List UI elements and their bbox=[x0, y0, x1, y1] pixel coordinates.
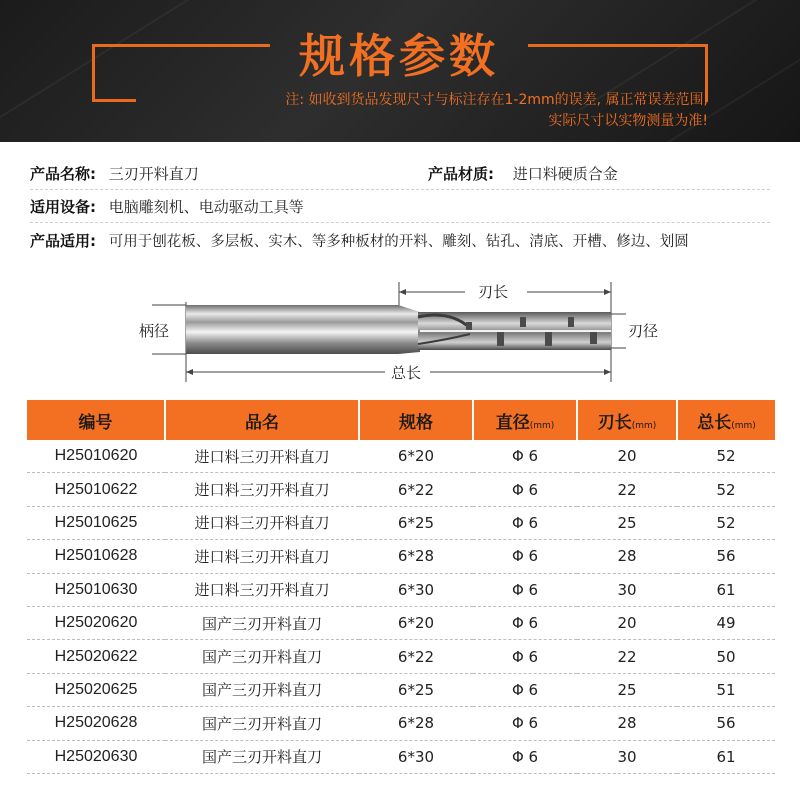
header-blade-length: 刃长(mm) bbox=[577, 400, 677, 440]
frame-line bbox=[528, 44, 708, 47]
cell-product-name: 国产三刃开料直刀 bbox=[165, 707, 359, 740]
table-row bbox=[27, 540, 775, 573]
cell-product-name: 进口料三刃开料直刀 bbox=[165, 506, 359, 539]
cell-diameter: Φ 6 bbox=[473, 640, 577, 673]
table-header-row bbox=[27, 400, 775, 440]
cell-code: H25010625 bbox=[27, 506, 165, 539]
cell-total-length: 61 bbox=[677, 573, 775, 606]
cell-total-length: 52 bbox=[677, 440, 775, 473]
cell-blade-length: 22 bbox=[577, 473, 677, 506]
divider bbox=[30, 222, 770, 223]
cell-product-name: 国产三刃开料直刀 bbox=[165, 640, 359, 673]
cell-diameter: Φ 6 bbox=[473, 707, 577, 740]
cell-diameter: Φ 6 bbox=[473, 740, 577, 773]
cell-product-name: 进口料三刃开料直刀 bbox=[165, 473, 359, 506]
product-name-value: 三刃开料直刀 bbox=[108, 165, 199, 183]
cell-spec: 6*30 bbox=[359, 573, 473, 606]
frame-line bbox=[92, 44, 95, 102]
info-device bbox=[30, 196, 304, 217]
total-length-label: 总长 bbox=[391, 364, 422, 382]
cell-diameter: Φ 6 bbox=[473, 673, 577, 706]
cell-code: H25020625 bbox=[27, 673, 165, 706]
cell-product-name: 进口料三刃开料直刀 bbox=[165, 540, 359, 573]
cell-spec: 6*25 bbox=[359, 506, 473, 539]
divider bbox=[30, 189, 770, 190]
table-row bbox=[27, 440, 775, 473]
cell-spec: 6*25 bbox=[359, 673, 473, 706]
material-value: 进口料硬质合金 bbox=[512, 165, 618, 183]
cell-code: H25020622 bbox=[27, 640, 165, 673]
cell-blade-length: 25 bbox=[577, 673, 677, 706]
usage-value: 可用于刨花板、多层板、实木、等多种板材的开料、雕刻、钻孔、清底、开槽、修边、划圆 bbox=[108, 234, 689, 250]
usage-label: 产品适用: bbox=[30, 232, 96, 250]
cell-total-length: 56 bbox=[677, 540, 775, 573]
table-row bbox=[27, 473, 775, 506]
info-product-name bbox=[30, 163, 199, 184]
shank-diameter-label: 柄径 bbox=[139, 322, 170, 340]
cell-spec: 6*28 bbox=[359, 540, 473, 573]
header-product-name: 品名 bbox=[165, 400, 359, 440]
cell-spec: 6*22 bbox=[359, 640, 473, 673]
cell-product-name: 进口料三刃开料直刀 bbox=[165, 440, 359, 473]
cell-blade-length: 28 bbox=[577, 707, 677, 740]
cell-total-length: 52 bbox=[677, 473, 775, 506]
table-row bbox=[27, 506, 775, 539]
cell-blade-length: 30 bbox=[577, 740, 677, 773]
device-value: 电脑雕刻机、电动驱动工具等 bbox=[108, 198, 304, 216]
note-line-2: 实际尺寸以实物测量为准! bbox=[548, 113, 708, 129]
cell-total-length: 51 bbox=[677, 673, 775, 706]
cell-code: H25010628 bbox=[27, 540, 165, 573]
cell-total-length: 61 bbox=[677, 740, 775, 773]
cell-code: H25020620 bbox=[27, 606, 165, 639]
cell-code: H25010630 bbox=[27, 573, 165, 606]
cell-total-length: 56 bbox=[677, 707, 775, 740]
frame-line bbox=[92, 44, 270, 47]
cell-blade-length: 28 bbox=[577, 540, 677, 573]
cell-blade-length: 20 bbox=[577, 606, 677, 639]
cell-diameter: Φ 6 bbox=[473, 573, 577, 606]
header-diameter: 直径(mm) bbox=[473, 400, 577, 440]
material-label: 产品材质: bbox=[428, 165, 494, 183]
cell-product-name: 国产三刃开料直刀 bbox=[165, 740, 359, 773]
cell-product-name: 国产三刃开料直刀 bbox=[165, 606, 359, 639]
blade-diameter-label: 刃径 bbox=[628, 322, 659, 340]
table-row bbox=[27, 740, 775, 773]
cell-code: H25010620 bbox=[27, 440, 165, 473]
table-row bbox=[27, 606, 775, 639]
cell-diameter: Φ 6 bbox=[473, 506, 577, 539]
cell-blade-length: 30 bbox=[577, 573, 677, 606]
cell-total-length: 49 bbox=[677, 606, 775, 639]
cell-blade-length: 25 bbox=[577, 506, 677, 539]
cell-spec: 6*30 bbox=[359, 740, 473, 773]
spec-table bbox=[27, 400, 775, 774]
header-banner bbox=[0, 0, 800, 142]
page-title: 规格参数 bbox=[299, 29, 499, 83]
note-line-1: 注: 如收到货品发现尺寸与标注存在1-2mm的误差, 属正常误差范围, bbox=[285, 92, 708, 108]
cell-diameter: Φ 6 bbox=[473, 440, 577, 473]
cell-diameter: Φ 6 bbox=[473, 473, 577, 506]
device-label: 适用设备: bbox=[30, 198, 96, 216]
cell-total-length: 50 bbox=[677, 640, 775, 673]
table-row bbox=[27, 673, 775, 706]
cell-product-name: 国产三刃开料直刀 bbox=[165, 673, 359, 706]
bit-diagram bbox=[0, 262, 800, 392]
cell-code: H25020628 bbox=[27, 707, 165, 740]
blade-length-label: 刃长 bbox=[478, 283, 509, 301]
cell-spec: 6*22 bbox=[359, 473, 473, 506]
cell-spec: 6*20 bbox=[359, 606, 473, 639]
cell-diameter: Φ 6 bbox=[473, 606, 577, 639]
header-code: 编号 bbox=[27, 400, 165, 440]
frame-line bbox=[92, 99, 136, 102]
info-usage bbox=[30, 230, 689, 251]
cell-spec: 6*28 bbox=[359, 707, 473, 740]
size-tolerance-note bbox=[285, 90, 708, 132]
header-total-length: 总长(mm) bbox=[677, 400, 775, 440]
header-spec: 规格 bbox=[359, 400, 473, 440]
cell-blade-length: 22 bbox=[577, 640, 677, 673]
table-row bbox=[27, 573, 775, 606]
table-row bbox=[27, 707, 775, 740]
cell-blade-length: 20 bbox=[577, 440, 677, 473]
cell-total-length: 52 bbox=[677, 506, 775, 539]
cell-code: H25020630 bbox=[27, 740, 165, 773]
cell-code: H25010622 bbox=[27, 473, 165, 506]
table-row bbox=[27, 640, 775, 673]
product-name-label: 产品名称: bbox=[30, 165, 96, 183]
cell-diameter: Φ 6 bbox=[473, 540, 577, 573]
cell-spec: 6*20 bbox=[359, 440, 473, 473]
cell-product-name: 进口料三刃开料直刀 bbox=[165, 573, 359, 606]
info-material bbox=[428, 163, 618, 184]
